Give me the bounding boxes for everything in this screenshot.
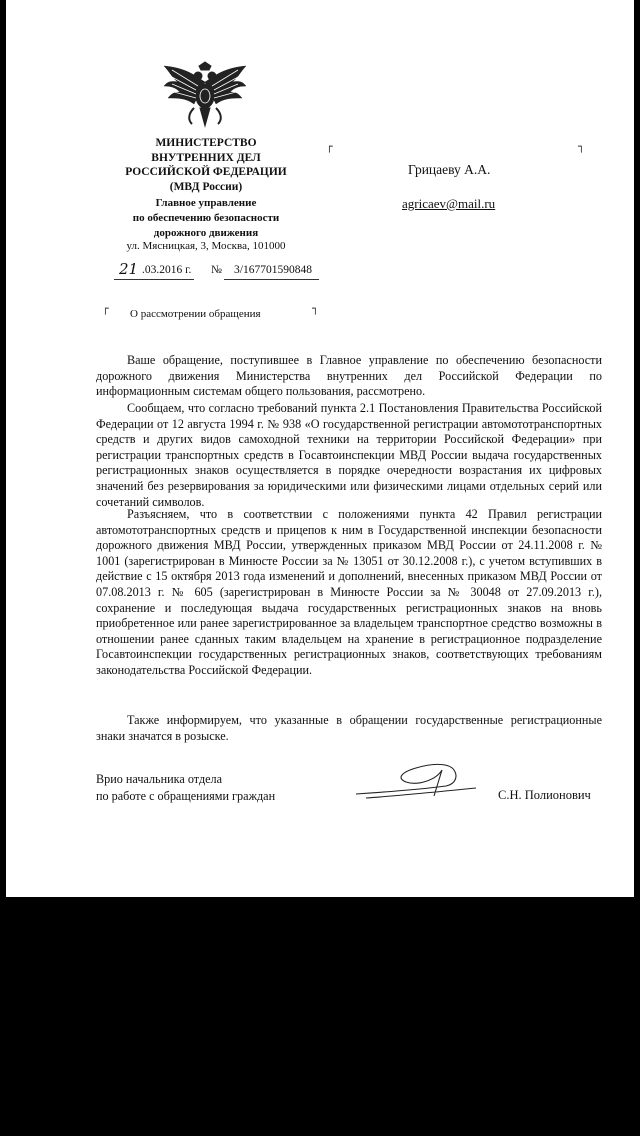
number-underline [224, 279, 319, 280]
body-paragraph: Ваше обращение, поступившее в Главное управление по обеспечению безопасности дорожного движения Министерства внутренних дел Российской Федерации по информационным системам общего пользования, рассмотрено. [96, 353, 602, 399]
handwritten-date: 21 [119, 260, 139, 278]
ministry-line: ВНУТРЕННИХ ДЕЛ [151, 151, 261, 164]
ministry-line: (МВД России) [169, 180, 243, 193]
ministry-line: МИНИСТЕРСТВО [155, 137, 257, 149]
department-line: по обеспечению безопасности [132, 212, 280, 224]
number-label: № [211, 264, 222, 276]
document-page [6, 0, 634, 897]
subject-corner-left: ┌ [102, 302, 109, 315]
subject-line: О рассмотрении обращения [130, 308, 261, 320]
date-text: .03.2016 г. [142, 264, 192, 276]
ministry-header [106, 136, 306, 194]
body-paragraph: Сообщаем, что согласно требований пункта 2.1 Постановления Правительства Российской Федерации от 12 августа 1994 г. № 938 «О государственной регистрации автомототранспортных средств и других видов самоходной техники на территории Российской Федерации» при регистрации транспортных средств в Госавтоинспекции МВД России выдача государственных регистрационных знаков осуществляется в порядке очередности возрастания их цифровых значений без резервирования за юридическими или физическими лицами отдельных серий или сочетаний символов. [96, 401, 602, 509]
address-corner-right: ┐ [578, 140, 585, 153]
date-underline [114, 279, 194, 280]
body-paragraph: Разъясняем, что в соответствии с положениями пункта 42 Правил регистрации автомототранспортных средств и прицепов к ним в Государственной инспекции безопасности дорожного движения МВД России, утвержденных приказом МВД России от 24.11.2008 г. № 1001 (зарегистрирован в Минюсте России за № 13051 от 30.12.2008 г.), с учетом вступивших в действие с 15 октября 2013 года изменений и дополнений, внесенных приказом МВД России от 07.08.2013 г. № 605 (зарегистрирован в Минюсте России за № 30048 от 27.09.2013 г.), сохранение и последующая выдача государственных регистрационных знаков на вновь приобретенное или ранее зарегистрированное за владельцем транспортное средство возможны в отношении ранее сданных таким владельцем на хранение в регистрационное подразделение Госавтоинспекции государственных регистрационных знаков, соответствующих требованиям законодательства Российской Федерации. [96, 507, 602, 677]
department-line: дорожного движения [153, 227, 259, 239]
sender-address: ул. Мясницкая, 3, Москва, 101000 [126, 240, 286, 252]
ministry-line: РОССИЙСКОЙ ФЕДЕРАЦИИ [125, 166, 287, 178]
subject-corner-right: ┐ [312, 302, 319, 315]
date-number-line [114, 262, 319, 280]
recipient-email: agricaev@mail.ru [402, 196, 496, 211]
department-line: Главное управление [155, 197, 257, 209]
emblem-icon [158, 60, 252, 130]
position-line: по работе с обращениями граждан [96, 789, 276, 803]
registration-number: 3/167701590848 [234, 264, 312, 276]
department-header [106, 196, 306, 241]
body-paragraph: Также информируем, что указанные в обращении государственные регистрационные знаки значатся в розыске. [96, 713, 602, 743]
recipient-name: Грицаеву А.А. [408, 162, 491, 177]
address-corner-left: ┌ [326, 140, 333, 153]
position-line: Врио начальника отдела [96, 772, 223, 786]
signatory-name: С.Н. Полионович [498, 788, 591, 802]
handwritten-signature [346, 756, 486, 806]
signatory-position [96, 771, 275, 805]
